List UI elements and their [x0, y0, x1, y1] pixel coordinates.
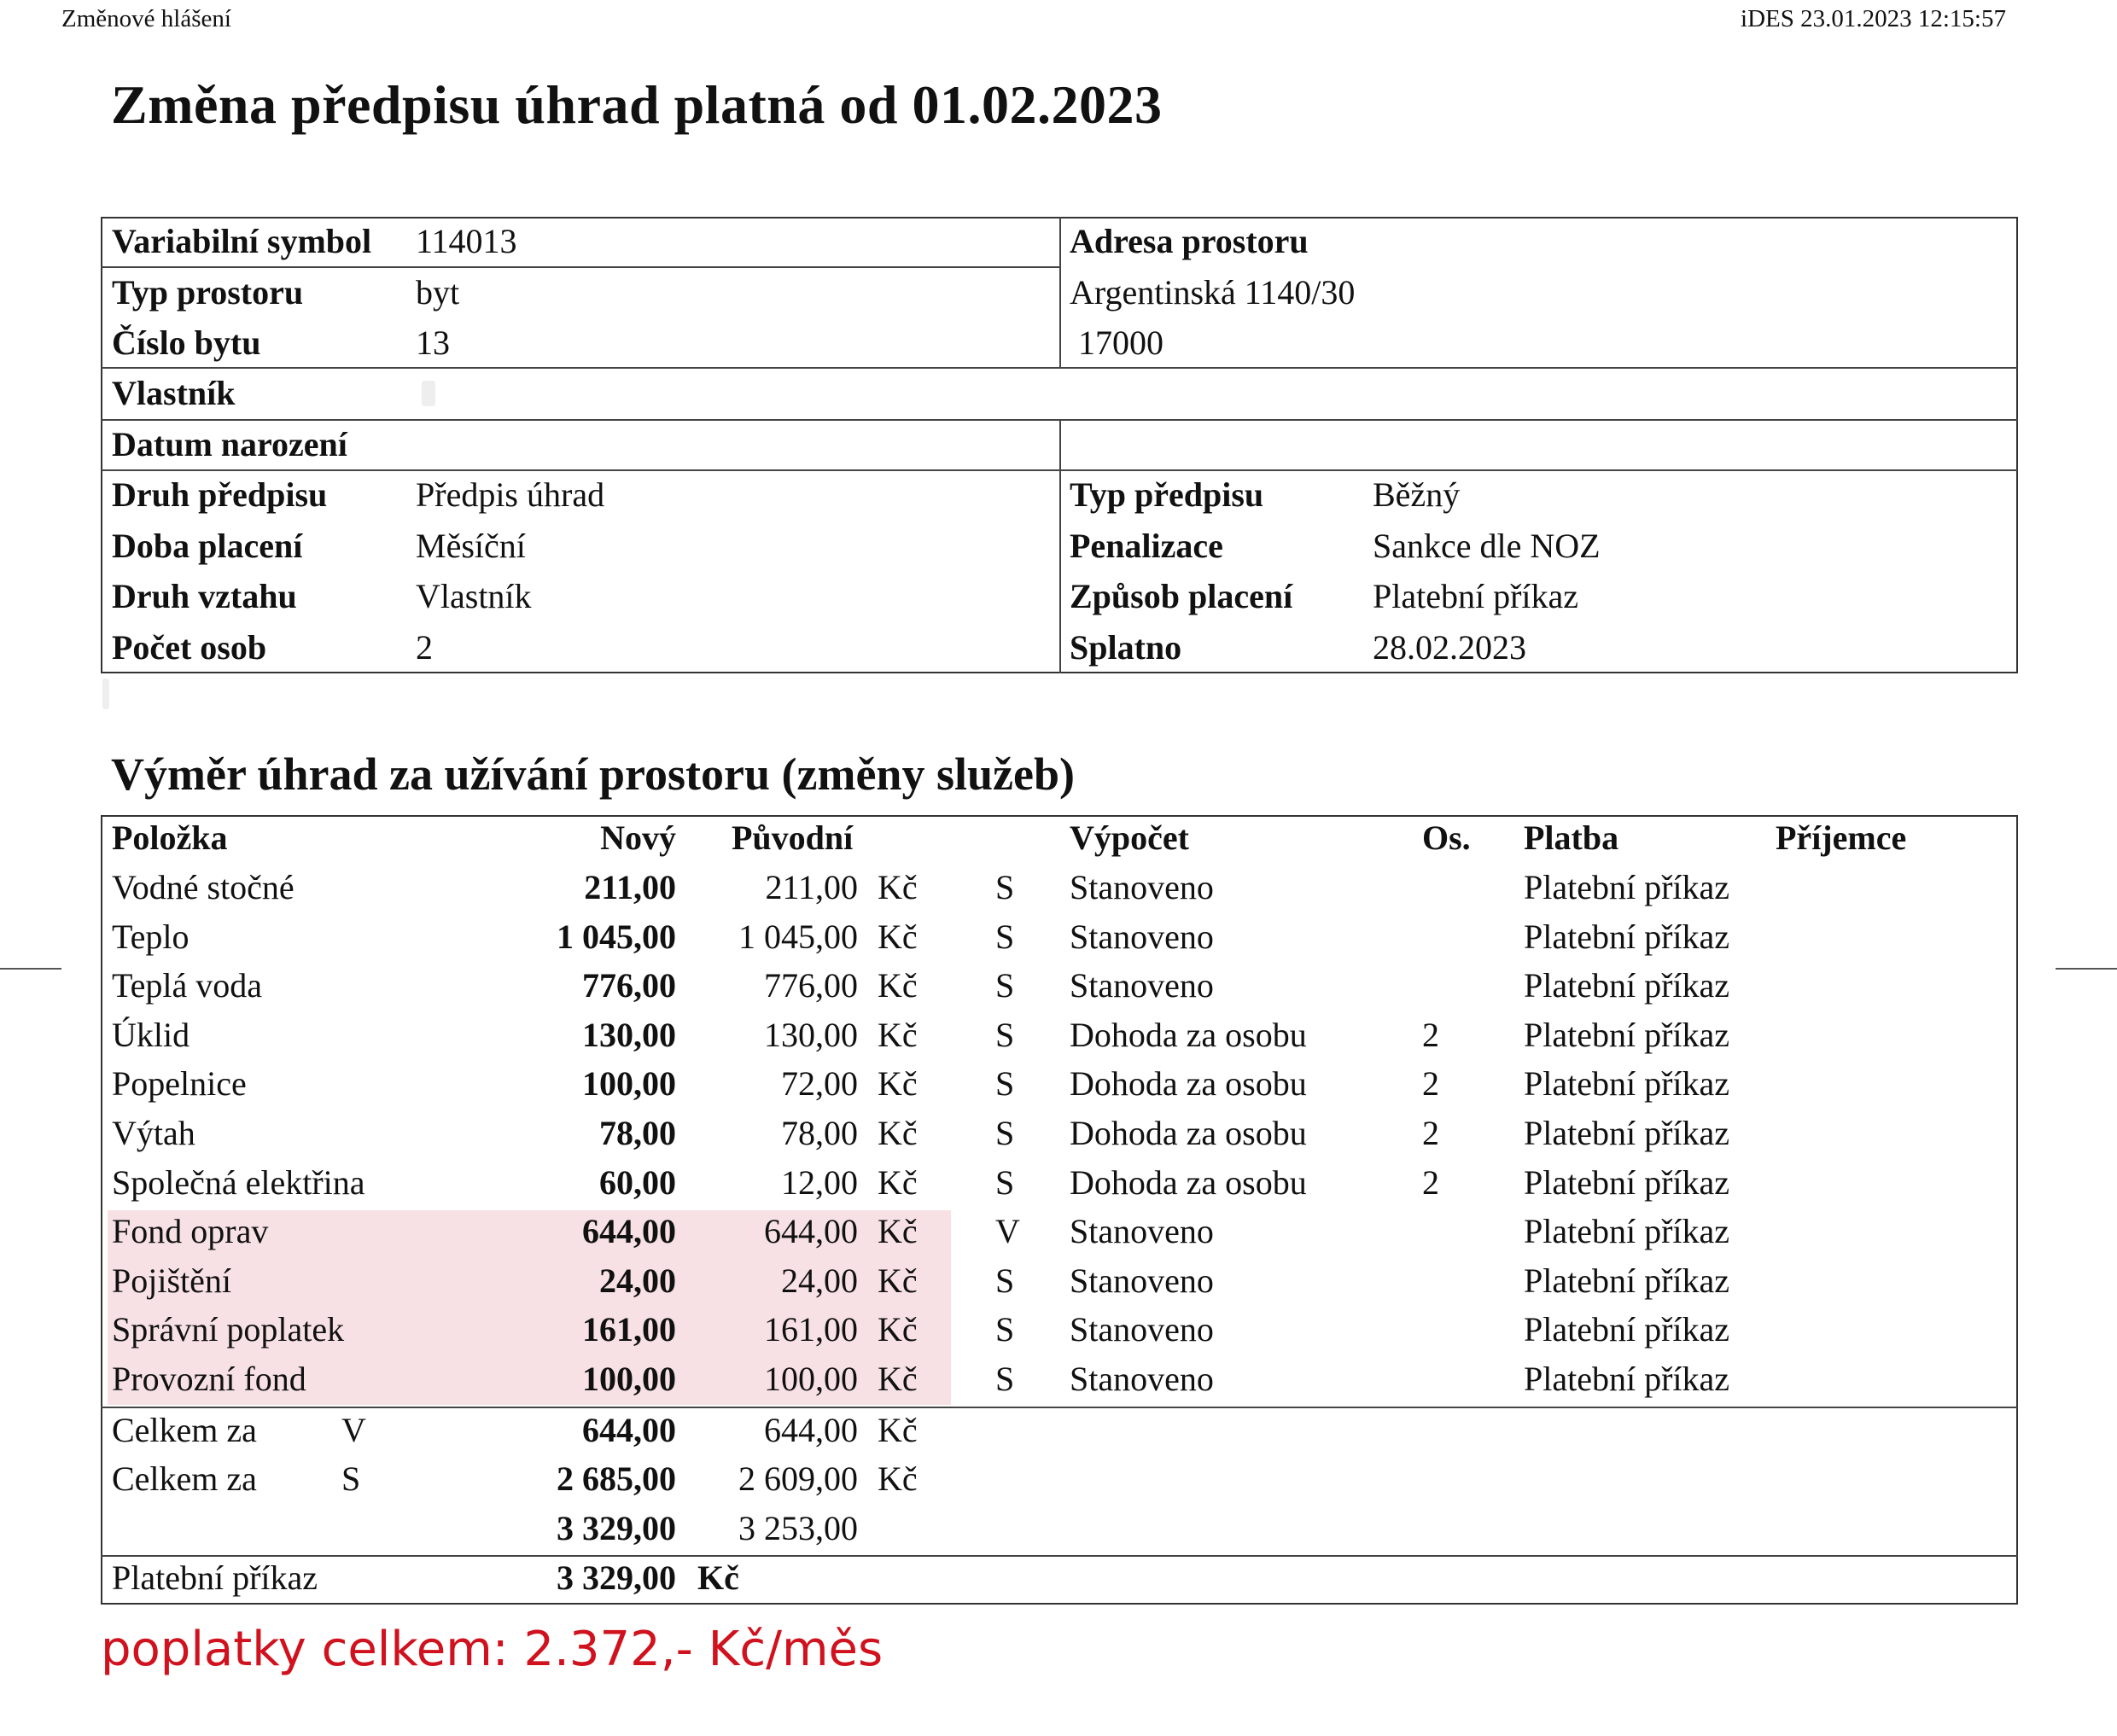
row-vypocet: Stanoveno [1070, 1261, 1214, 1300]
row-platba: Platební příkaz [1524, 1162, 1730, 1202]
row-type: S [995, 868, 1015, 906]
row-puvodni: 100,00 [764, 1360, 858, 1398]
row-type: S [995, 1015, 1015, 1054]
row-puvodni: 211,00 [765, 868, 858, 906]
row-platba: Platební příkaz [1524, 1212, 1730, 1251]
margin-mark-left [0, 968, 61, 970]
doba-placeni-label: Doba placení [112, 527, 303, 565]
document-type: Změnové hlášení [61, 5, 231, 32]
row-puvodni: 1 045,00 [738, 917, 858, 956]
row-platba: Platební příkaz [1524, 868, 1730, 906]
row-novy: 644,00 [582, 1212, 676, 1251]
row-vypocet: Dohoda za osobu [1070, 1162, 1307, 1202]
total-s-label: Celkem za [112, 1459, 257, 1498]
col-novy: Nový [600, 818, 676, 857]
row-platba: Platební příkaz [1524, 1064, 1730, 1104]
row-novy: 130,00 [582, 1015, 676, 1054]
row-vypocet: Dohoda za osobu [1070, 1015, 1307, 1054]
typ-predpisu-value: Běžný [1373, 475, 1461, 514]
row-currency: Kč [878, 1114, 918, 1152]
row-novy: 78,00 [599, 1114, 676, 1152]
row-novy: 1 045,00 [557, 917, 676, 956]
row-osoby: 2 [1422, 1064, 1439, 1104]
splatno-value: 28.02.2023 [1373, 628, 1526, 667]
row-currency: Kč [878, 917, 918, 956]
row-type: S [995, 1114, 1015, 1152]
druh-vztahu-value: Vlastník [416, 577, 532, 615]
row-platba: Platební příkaz [1524, 917, 1730, 956]
row-vypocet: Stanoveno [1070, 868, 1214, 906]
row-puvodni: 78,00 [781, 1114, 858, 1152]
druh-predpisu-label: Druh předpisu [112, 475, 328, 514]
row-currency: Kč [878, 1310, 918, 1349]
row-novy: 60,00 [599, 1162, 676, 1202]
total-all-novy: 3 329,00 [557, 1509, 676, 1547]
col-prijemce: Příjemce [1776, 818, 1907, 857]
variabilni-symbol-label: Variabilní symbol [112, 222, 372, 260]
typ-predpisu-label: Typ předpisu [1070, 475, 1264, 514]
doba-placeni-value: Měsíční [416, 527, 526, 565]
row-novy: 100,00 [582, 1064, 676, 1104]
total-s-type: S [341, 1459, 361, 1498]
system-stamp: iDES 23.01.2023 12:15:57 [1741, 5, 2006, 32]
cislo-bytu-value: 13 [416, 323, 450, 362]
col-polozka: Položka [112, 818, 228, 857]
row-puvodni: 130,00 [764, 1015, 858, 1054]
divider [101, 1555, 2018, 1557]
row-novy: 776,00 [582, 966, 676, 1005]
row-type: S [995, 1162, 1015, 1202]
row-currency: Kč [878, 1212, 918, 1251]
row-osoby: 2 [1422, 1114, 1439, 1152]
row-currency: Kč [878, 966, 918, 1005]
pocet-osob-value: 2 [416, 628, 433, 667]
col-platba: Platba [1524, 818, 1619, 857]
divider [1059, 419, 1061, 673]
row-puvodni: 24,00 [781, 1261, 858, 1300]
row-currency: Kč [878, 1015, 918, 1054]
row-currency: Kč [878, 868, 918, 906]
adresa-label: Adresa prostoru [1070, 222, 1309, 260]
row-vypocet: Stanoveno [1070, 917, 1214, 956]
row-vypocet: Stanoveno [1070, 966, 1214, 1005]
row-polozka: Úklid [112, 1015, 190, 1054]
row-puvodni: 776,00 [764, 966, 858, 1005]
row-type: S [995, 1064, 1015, 1104]
row-vypocet: Dohoda za osobu [1070, 1114, 1307, 1152]
typ-prostoru-value: byt [416, 273, 460, 312]
row-puvodni: 644,00 [764, 1212, 858, 1251]
divider [101, 1407, 2018, 1408]
col-os: Os. [1422, 818, 1471, 857]
row-polozka: Pojištění [112, 1261, 232, 1300]
total-v-novy: 644,00 [582, 1411, 676, 1449]
total-v-currency: Kč [878, 1411, 918, 1449]
margin-mark-right [2056, 968, 2117, 970]
platebni-prikaz-label: Platební příkaz [112, 1558, 318, 1597]
row-vypocet: Stanoveno [1070, 1310, 1214, 1349]
platebni-prikaz-amount: 3 329,00 [557, 1558, 676, 1597]
row-type: V [995, 1212, 1020, 1251]
adresa-line1: Argentinská 1140/30 [1070, 273, 1356, 312]
row-vypocet: Stanoveno [1070, 1360, 1214, 1398]
total-s-currency: Kč [878, 1459, 918, 1498]
row-type: S [995, 966, 1015, 1005]
cislo-bytu-label: Číslo bytu [112, 323, 261, 362]
row-polozka: Fond oprav [112, 1212, 269, 1251]
row-novy: 100,00 [582, 1360, 676, 1398]
row-novy: 211,00 [584, 868, 676, 906]
platebni-prikaz-currency: Kč [697, 1558, 739, 1597]
row-type: S [995, 1261, 1015, 1300]
row-platba: Platební příkaz [1524, 1310, 1730, 1349]
row-vypocet: Stanoveno [1070, 1212, 1214, 1251]
druh-predpisu-value: Předpis úhrad [416, 475, 605, 514]
row-puvodni: 161,00 [764, 1310, 858, 1349]
variabilni-symbol-value: 114013 [416, 222, 517, 260]
row-type: S [995, 1310, 1015, 1349]
handwritten-note: poplatky celkem: 2.372,- Kč/měs [101, 1622, 884, 1677]
penalizace-label: Penalizace [1070, 527, 1223, 565]
row-polozka: Teplá voda [112, 966, 263, 1005]
row-currency: Kč [878, 1261, 918, 1300]
datum-narozeni-label: Datum narození [112, 425, 347, 463]
zpusob-placeni-value: Platební příkaz [1373, 577, 1579, 615]
row-novy: 24,00 [599, 1261, 676, 1300]
row-novy: 161,00 [582, 1310, 676, 1349]
adresa-line2: 17000 [1078, 323, 1163, 362]
druh-vztahu-label: Druh vztahu [112, 577, 297, 615]
row-polozka: Popelnice [112, 1064, 247, 1104]
row-platba: Platební příkaz [1524, 1360, 1730, 1398]
col-puvodni: Původní [732, 818, 854, 857]
penalizace-value: Sankce dle NOZ [1373, 527, 1601, 565]
row-osoby: 2 [1422, 1015, 1439, 1054]
vlastnik-label: Vlastník [112, 374, 236, 412]
row-platba: Platební příkaz [1524, 1015, 1730, 1054]
row-polozka: Provozní fond [112, 1360, 306, 1398]
divider [1059, 217, 1061, 369]
row-platba: Platební příkaz [1524, 1261, 1730, 1300]
total-v-puvodni: 644,00 [764, 1411, 858, 1449]
row-currency: Kč [878, 1360, 918, 1398]
total-v-type: V [341, 1411, 366, 1449]
typ-prostoru-label: Typ prostoru [112, 273, 304, 312]
row-puvodni: 12,00 [781, 1162, 858, 1202]
splatno-label: Splatno [1070, 628, 1182, 667]
scan-smudge [102, 679, 109, 709]
row-polozka: Společná elektřina [112, 1162, 365, 1202]
row-currency: Kč [878, 1162, 918, 1202]
row-polozka: Vodné stočné [112, 868, 295, 906]
row-vypocet: Dohoda za osobu [1070, 1064, 1307, 1104]
row-puvodni: 72,00 [781, 1064, 858, 1104]
row-type: S [995, 917, 1015, 956]
total-s-novy: 2 685,00 [557, 1459, 676, 1498]
row-platba: Platební příkaz [1524, 966, 1730, 1005]
row-polozka: Výtah [112, 1114, 195, 1152]
row-polozka: Teplo [112, 917, 190, 956]
total-all-puvodni: 3 253,00 [738, 1509, 858, 1547]
pocet-osob-label: Počet osob [112, 628, 267, 667]
row-currency: Kč [878, 1064, 918, 1104]
total-s-puvodni: 2 609,00 [738, 1459, 858, 1498]
zpusob-placeni-label: Způsob placení [1070, 577, 1293, 615]
page-title: Změna předpisu úhrad platná od 01.02.2023 [111, 74, 1163, 135]
row-osoby: 2 [1422, 1162, 1439, 1202]
row-polozka: Správní poplatek [112, 1310, 345, 1349]
row-platba: Platební příkaz [1524, 1114, 1730, 1152]
total-v-label: Celkem za [112, 1411, 257, 1449]
col-vypocet: Výpočet [1070, 818, 1189, 857]
section-title: Výměr úhrad za užívání prostoru (změny služeb) [111, 749, 1075, 800]
services-table [101, 815, 2018, 1605]
row-type: S [995, 1360, 1015, 1398]
